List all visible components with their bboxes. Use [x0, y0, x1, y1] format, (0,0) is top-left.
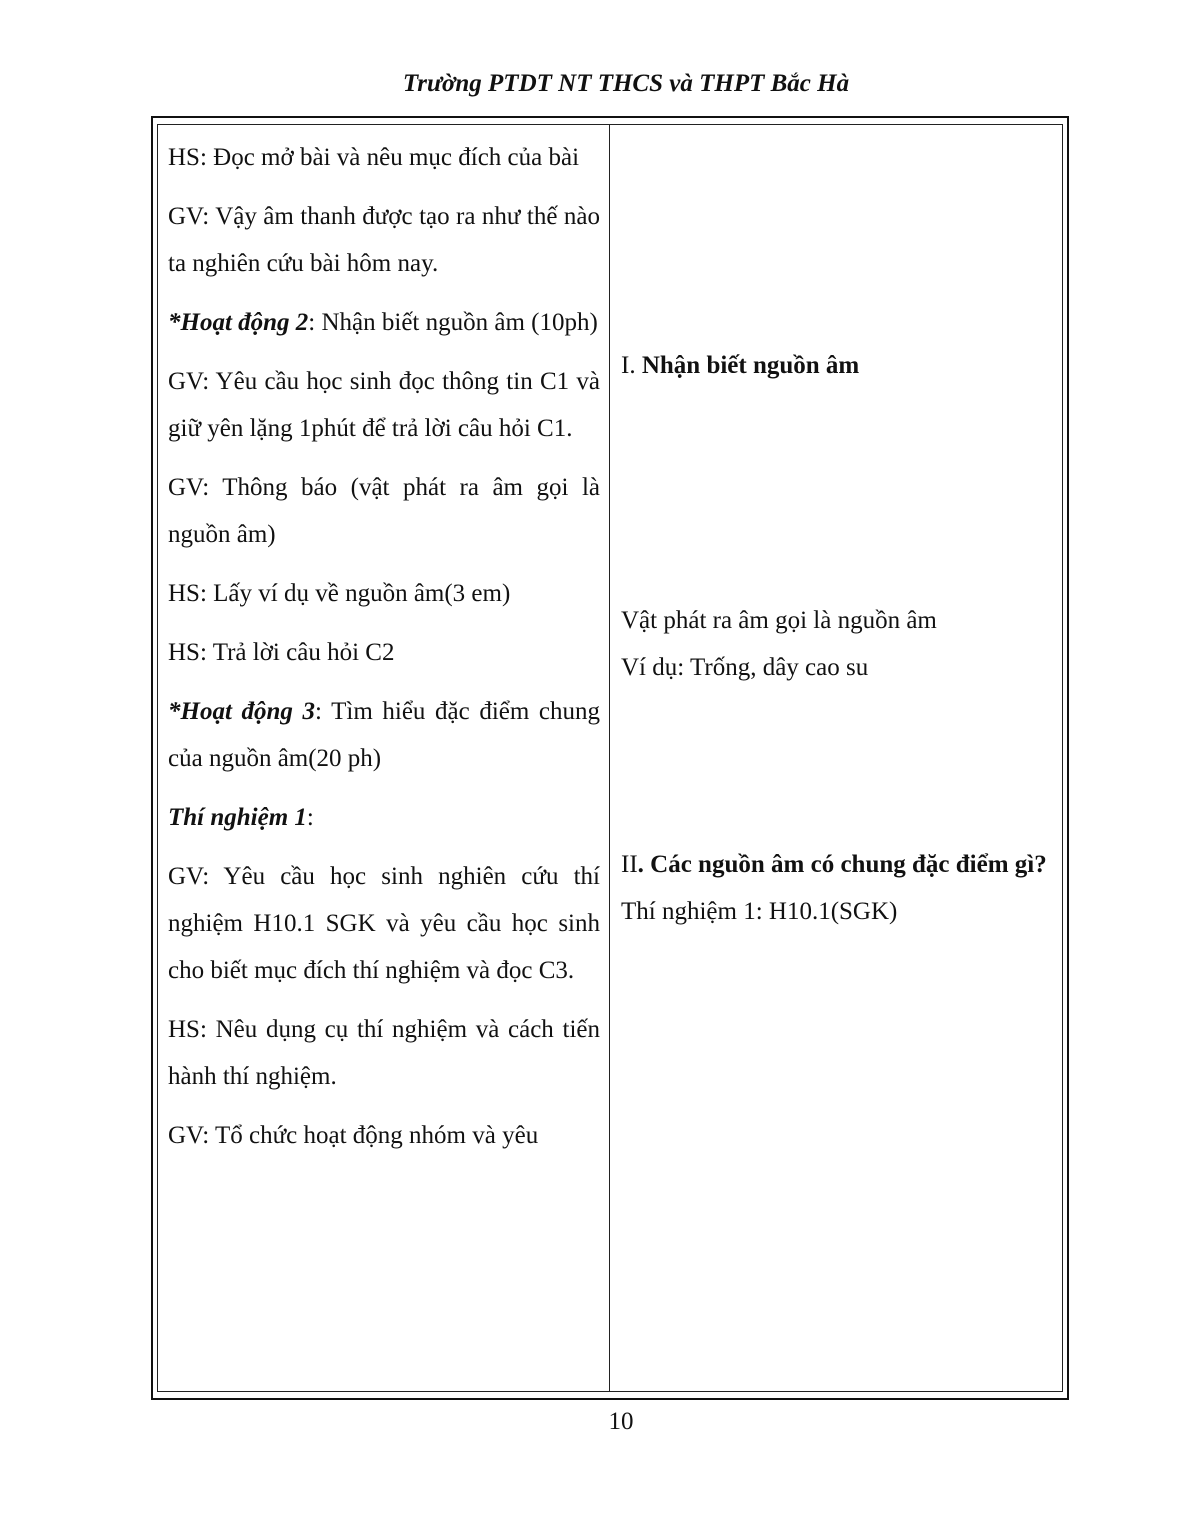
source-definition: Vật phát ra âm gọi là nguồn âm	[621, 607, 937, 634]
left-paragraph: GV: Yêu cầu học sinh đọc thông tin C1 và giữ yên lặng 1phút để trả lời câu hỏi C1.	[168, 368, 600, 442]
section-1-prefix: I.	[621, 352, 642, 379]
section-2-prefix: II	[621, 851, 638, 878]
left-paragraph: GV: Yêu cầu học sinh nghiên cứu thí nghiệm H10.1 SGK và yêu cầu học sinh cho biết mục đích thí nghiệm và đọc C3.	[168, 863, 600, 984]
column-divider	[609, 124, 610, 1392]
activity-3-heading	[168, 688, 600, 782]
experiment-1-heading	[168, 794, 600, 841]
left-column	[168, 134, 600, 1159]
section-1-title: Nhận biết nguồn âm	[641, 352, 860, 379]
experiment-1-colon: :	[306, 804, 314, 831]
section-1-heading	[621, 342, 1051, 389]
experiment-1-reference: Thí nghiệm 1: H10.1(SGK)	[621, 898, 898, 925]
page-header-title: Trường PTDT NT THCS và THPT Bắc Hà	[402, 70, 850, 97]
section-2-heading	[621, 841, 1051, 888]
experiment-1-title: Thí nghiệm 1	[168, 804, 307, 831]
source-example: Ví dụ: Trống, dây cao su	[621, 654, 869, 681]
left-paragraph: HS: Trả lời câu hỏi C2	[168, 639, 395, 666]
left-paragraph: HS: Nêu dụng cụ thí nghiệm và cách tiến hành thí nghiệm.	[168, 1016, 600, 1090]
section-2-title: . Các nguồn âm có chung đặc điểm gì?	[637, 851, 1047, 878]
left-paragraph: HS: Lấy ví dụ về nguồn âm(3 em)	[168, 580, 511, 607]
activity-3-title: *Hoạt động 3	[168, 698, 316, 725]
left-paragraph: GV: Vậy âm thanh được tạo ra như thế nào ta nghiên cứu bài hôm nay.	[168, 203, 600, 277]
right-column	[621, 134, 1051, 935]
activity-2-description: : Nhận biết nguồn âm (10ph)	[308, 309, 598, 336]
activity-2-title: *Hoạt động 2	[168, 309, 309, 336]
activity-2-heading	[168, 299, 600, 346]
page-number: 10	[608, 1408, 634, 1435]
left-paragraph: GV: Thông báo (vật phát ra âm gọi là nguồn âm)	[168, 474, 600, 548]
activity-3-description: : Tìm hiểu đặc điểm chung của nguồn âm(20 ph)	[168, 698, 601, 772]
left-paragraph: GV: Tổ chức hoạt động nhóm và yêu	[168, 1122, 539, 1149]
left-paragraph: HS: Đọc mở bài và nêu mục đích của bài	[168, 144, 580, 171]
